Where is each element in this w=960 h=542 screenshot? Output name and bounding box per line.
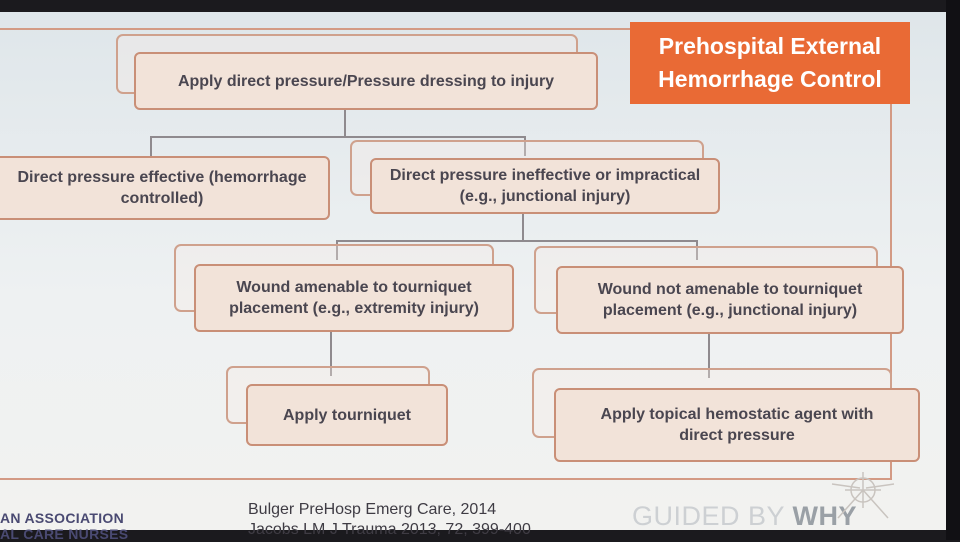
compass-icon: [830, 468, 896, 528]
citation-1: Bulger PreHosp Emerg Care, 2014: [248, 501, 497, 518]
organization-line-2: AL CARE NURSES: [0, 526, 129, 542]
screen-bezel: [946, 0, 960, 540]
brand-tagline: [632, 500, 857, 532]
hemostatic-box: Apply topical hemostatic agent with direct pressure: [554, 388, 920, 462]
root-box: Apply direct pressure/Pressure dressing to injury: [134, 52, 598, 110]
slide-title: [630, 22, 910, 104]
connector: [344, 108, 346, 136]
slide: [0, 12, 952, 542]
organization-name: [0, 510, 128, 542]
citations: [248, 500, 531, 540]
tourniquet-box: Apply tourniquet: [246, 384, 448, 446]
connector: [336, 240, 698, 242]
organization-line-1: AN ASSOCIATION: [0, 510, 124, 526]
title-line-2: Hemorrhage Control: [658, 66, 882, 92]
brand-light: GUIDED BY: [632, 501, 793, 531]
title-line-1: Prehospital External: [658, 33, 882, 59]
citation-2: Jacobs LM J Trauma 2013, 72, 399-400: [248, 521, 531, 538]
effective-box: Direct pressure effective (hemorrhage controlled): [0, 156, 330, 220]
brand-strong: WHY: [792, 501, 858, 531]
connector: [522, 212, 524, 240]
amenable-box: Wound amenable to tourniquet placement (e.g., extremity injury): [194, 264, 514, 332]
not-amenable-box: Wound not amenable to tourniquet placement (e.g., junctional injury): [556, 266, 904, 334]
connector: [150, 136, 526, 138]
ineffective-box: Direct pressure ineffective or impractical (e.g., junctional injury): [370, 158, 720, 214]
connector: [150, 136, 152, 156]
